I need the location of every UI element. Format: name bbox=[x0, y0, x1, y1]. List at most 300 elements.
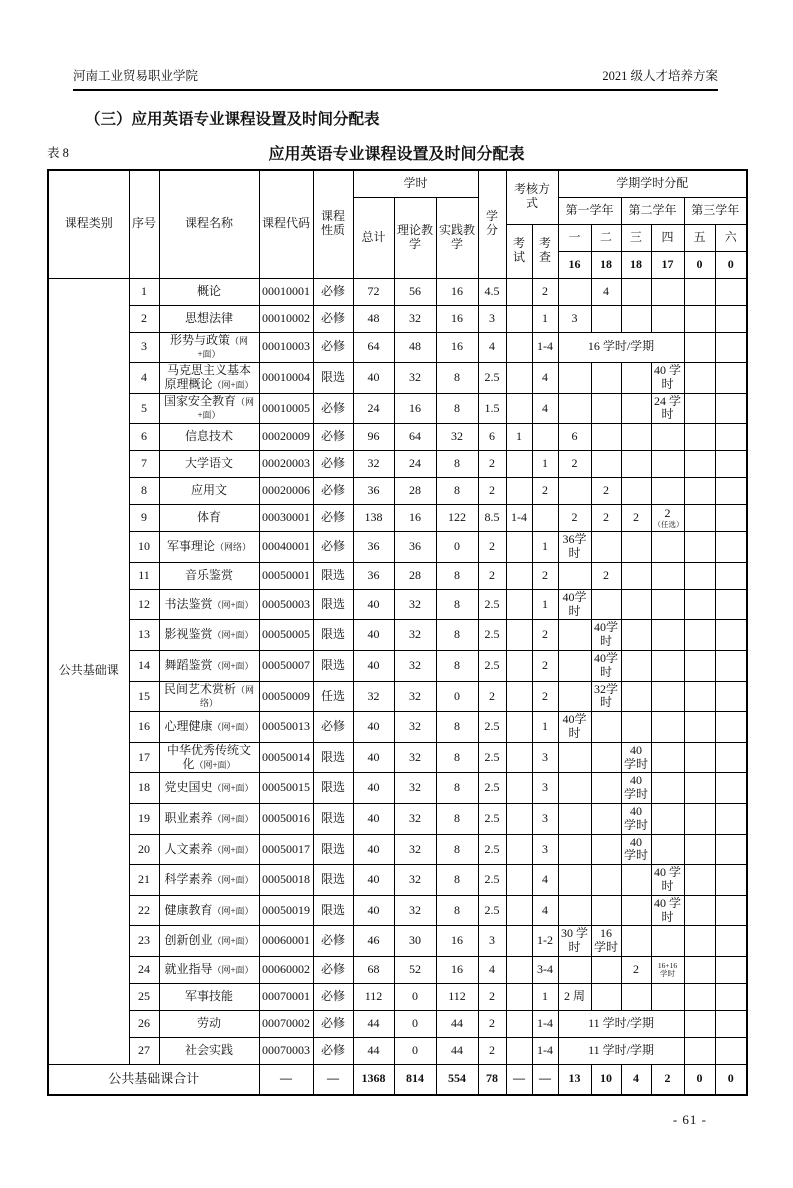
semester-hours-cell: 40 学时 bbox=[651, 865, 684, 896]
course-name-suffix: （网+面） bbox=[212, 875, 254, 886]
total-credit: 78 bbox=[478, 1065, 506, 1095]
header-sem-2: 二 bbox=[591, 224, 621, 251]
hours-practice: 8 bbox=[436, 562, 478, 589]
exam-semester bbox=[506, 363, 532, 394]
course-name bbox=[159, 773, 259, 804]
course-code: 00070003 bbox=[259, 1038, 313, 1065]
total-exam: — bbox=[506, 1065, 532, 1095]
credit: 4 bbox=[478, 332, 506, 363]
semester-hours-cell bbox=[558, 620, 591, 651]
check-semester: 1 bbox=[532, 305, 558, 332]
header-hours-practice: 实践教学 bbox=[436, 197, 478, 278]
course-name bbox=[159, 363, 259, 394]
course-no: 18 bbox=[129, 773, 159, 804]
course-nature: 必修 bbox=[313, 926, 353, 957]
course-nature: 限选 bbox=[313, 589, 353, 620]
semester-hours-cell bbox=[558, 865, 591, 896]
semester-hours-cell: 40 学时 bbox=[621, 773, 651, 804]
header-check: 考查 bbox=[532, 224, 558, 278]
header-exam: 考试 bbox=[506, 224, 532, 278]
course-name-text: 应用文 bbox=[190, 483, 227, 498]
hours-total: 40 bbox=[353, 865, 394, 896]
semester-hours-cell bbox=[684, 651, 715, 682]
header-weeks-1: 16 bbox=[558, 251, 591, 278]
semester-hours-cell bbox=[651, 773, 684, 804]
course-nature: 必修 bbox=[313, 332, 353, 363]
hours-theory: 32 bbox=[394, 620, 436, 651]
hours-theory: 32 bbox=[394, 865, 436, 896]
course-row bbox=[48, 681, 747, 712]
semester-hours-cell: 2 bbox=[591, 478, 621, 505]
total-practice: 554 bbox=[436, 1065, 478, 1095]
course-code: 00070002 bbox=[259, 1011, 313, 1038]
header-hours-total: 总计 bbox=[353, 197, 394, 278]
hours-practice: 8 bbox=[436, 712, 478, 743]
course-nature: 限选 bbox=[313, 865, 353, 896]
header-weeks-2: 18 bbox=[591, 251, 621, 278]
semester-hours-cell bbox=[715, 278, 747, 305]
semester-hours-cell bbox=[684, 478, 715, 505]
semester-hours-cell: 11 学时/学期 bbox=[558, 1011, 684, 1038]
semester-hours-cell bbox=[558, 363, 591, 394]
course-nature: 限选 bbox=[313, 363, 353, 394]
hours-practice: 122 bbox=[436, 505, 478, 532]
semester-hours-cell bbox=[651, 926, 684, 957]
course-code: 00050005 bbox=[259, 620, 313, 651]
semester-hours-cell bbox=[684, 834, 715, 865]
semester-hours-cell: 2 bbox=[621, 505, 651, 532]
semester-hours-cell bbox=[591, 895, 621, 926]
course-name bbox=[159, 589, 259, 620]
semester-hours-cell bbox=[651, 478, 684, 505]
course-nature: 必修 bbox=[313, 505, 353, 532]
credit: 2.5 bbox=[478, 895, 506, 926]
header-hours: 学时 bbox=[353, 170, 478, 197]
hours-theory: 32 bbox=[394, 804, 436, 835]
semester-hours-cell bbox=[715, 773, 747, 804]
total-sem-2: 10 bbox=[591, 1065, 621, 1095]
course-nature: 必修 bbox=[313, 1038, 353, 1065]
total-sem-1: 13 bbox=[558, 1065, 591, 1095]
course-name-text: 思想法律 bbox=[184, 310, 233, 325]
course-row bbox=[48, 865, 747, 896]
semester-hours-cell bbox=[591, 865, 621, 896]
course-name-text: 民间艺术赏析 bbox=[163, 681, 236, 696]
hours-total: 36 bbox=[353, 532, 394, 563]
semester-hours-cell bbox=[651, 451, 684, 478]
course-name bbox=[159, 562, 259, 589]
course-row bbox=[48, 562, 747, 589]
semester-hours-cell: 2 （任选） bbox=[651, 505, 684, 532]
semester-hours-cell bbox=[558, 562, 591, 589]
course-name bbox=[159, 505, 259, 532]
course-nature: 限选 bbox=[313, 773, 353, 804]
course-name-text: 科学素养 bbox=[164, 872, 213, 887]
course-nature: 限选 bbox=[313, 804, 353, 835]
hours-total: 32 bbox=[353, 451, 394, 478]
exam-semester bbox=[506, 651, 532, 682]
course-name-text: 舞蹈鉴赏 bbox=[164, 657, 213, 672]
table-title: 应用英语专业课程设置及时间分配表 bbox=[268, 146, 525, 163]
hours-total: 40 bbox=[353, 651, 394, 682]
exam-semester bbox=[506, 562, 532, 589]
course-row bbox=[48, 834, 747, 865]
course-code: 00050015 bbox=[259, 773, 313, 804]
semester-hours-cell bbox=[621, 393, 651, 424]
course-row bbox=[48, 278, 747, 305]
semester-hours-cell bbox=[651, 651, 684, 682]
semester-hours-cell bbox=[591, 532, 621, 563]
header-hours-theory: 理论教学 bbox=[394, 197, 436, 278]
course-name-suffix: （网+面） bbox=[212, 630, 254, 641]
hours-theory: 32 bbox=[394, 363, 436, 394]
total-sem-5: 0 bbox=[684, 1065, 715, 1095]
course-name-suffix: （网+面） bbox=[212, 722, 254, 733]
semester-hours-cell bbox=[651, 804, 684, 835]
header-sem-1: 一 bbox=[558, 224, 591, 251]
semester-hours-cell bbox=[591, 424, 621, 451]
exam-semester bbox=[506, 773, 532, 804]
credit: 2.5 bbox=[478, 363, 506, 394]
semester-hours-cell: 30 学时 bbox=[558, 926, 591, 957]
course-code: 00020006 bbox=[259, 478, 313, 505]
course-name bbox=[159, 305, 259, 332]
semester-hours-cell bbox=[715, 1038, 747, 1065]
semester-hours-cell: 40 学时 bbox=[621, 834, 651, 865]
course-no: 14 bbox=[129, 651, 159, 682]
hours-theory: 64 bbox=[394, 424, 436, 451]
header-course-nature: 课程性质 bbox=[313, 170, 353, 278]
course-row bbox=[48, 895, 747, 926]
course-name-text: 书法鉴赏 bbox=[164, 596, 213, 611]
course-code: 00050001 bbox=[259, 562, 313, 589]
check-semester: 4 bbox=[532, 393, 558, 424]
hours-theory: 56 bbox=[394, 278, 436, 305]
course-row bbox=[48, 424, 747, 451]
exam-semester bbox=[506, 305, 532, 332]
hours-total: 40 bbox=[353, 620, 394, 651]
course-row bbox=[48, 505, 747, 532]
header-year2: 第二学年 bbox=[621, 197, 684, 224]
semester-hours-cell bbox=[651, 984, 684, 1011]
course-no: 26 bbox=[129, 1011, 159, 1038]
course-code: 00050009 bbox=[259, 681, 313, 712]
course-code: 00030001 bbox=[259, 505, 313, 532]
hours-theory: 16 bbox=[394, 393, 436, 424]
hours-theory: 32 bbox=[394, 712, 436, 743]
exam-semester bbox=[506, 332, 532, 363]
course-name bbox=[159, 895, 259, 926]
course-code: 00050019 bbox=[259, 895, 313, 926]
semester-hours-cell bbox=[621, 305, 651, 332]
course-no: 16 bbox=[129, 712, 159, 743]
semester-hours-cell bbox=[621, 589, 651, 620]
semester-hours-cell bbox=[621, 712, 651, 743]
course-no: 5 bbox=[129, 393, 159, 424]
course-no: 11 bbox=[129, 562, 159, 589]
semester-hours-cell: 4 bbox=[591, 278, 621, 305]
semester-hours-cell bbox=[715, 926, 747, 957]
semester-hours-cell bbox=[684, 895, 715, 926]
semester-hours-cell bbox=[621, 363, 651, 394]
semester-hours-cell bbox=[621, 278, 651, 305]
course-name bbox=[159, 451, 259, 478]
course-name-text: 马克思主义基本原理概论 bbox=[164, 363, 251, 391]
course-code: 00010001 bbox=[259, 278, 313, 305]
hours-theory: 52 bbox=[394, 957, 436, 984]
semester-hours-cell: 2 bbox=[591, 505, 621, 532]
hours-total: 112 bbox=[353, 984, 394, 1011]
header-sem-6: 六 bbox=[715, 224, 747, 251]
exam-semester bbox=[506, 742, 532, 773]
header-weeks-4: 17 bbox=[651, 251, 684, 278]
semester-hours-cell bbox=[684, 562, 715, 589]
course-name bbox=[159, 278, 259, 305]
semester-hours-cell: 40 学时 bbox=[651, 363, 684, 394]
course-no: 1 bbox=[129, 278, 159, 305]
course-nature: 必修 bbox=[313, 451, 353, 478]
semester-hours-cell bbox=[558, 804, 591, 835]
semester-hours-cell bbox=[558, 681, 591, 712]
course-no: 17 bbox=[129, 742, 159, 773]
credit: 4 bbox=[478, 957, 506, 984]
course-name-suffix: （网络） bbox=[215, 542, 252, 553]
semester-hours-cell bbox=[621, 681, 651, 712]
semester-hours-cell bbox=[684, 742, 715, 773]
semester-hours-cell bbox=[715, 451, 747, 478]
course-name-suffix: （网+面） bbox=[212, 813, 254, 824]
hours-theory: 32 bbox=[394, 895, 436, 926]
check-semester: 1-4 bbox=[532, 1011, 558, 1038]
hours-theory: 24 bbox=[394, 451, 436, 478]
header-distribution: 学期学时分配 bbox=[558, 170, 747, 197]
exam-semester bbox=[506, 895, 532, 926]
course-code: 00050017 bbox=[259, 834, 313, 865]
course-nature: 限选 bbox=[313, 562, 353, 589]
semester-hours-cell: 40 学时 bbox=[621, 804, 651, 835]
course-name-text: 中华优秀传统文化 bbox=[166, 742, 251, 771]
semester-hours-cell bbox=[558, 742, 591, 773]
hours-total: 138 bbox=[353, 505, 394, 532]
semester-hours-cell bbox=[715, 984, 747, 1011]
course-nature: 必修 bbox=[313, 712, 353, 743]
course-row bbox=[48, 532, 747, 563]
credit: 8.5 bbox=[478, 505, 506, 532]
header-credit: 学分 bbox=[478, 170, 506, 278]
header-weeks-3: 18 bbox=[621, 251, 651, 278]
hours-total: 36 bbox=[353, 562, 394, 589]
header-plan-name: 2021 级人才培养方案 bbox=[602, 69, 718, 83]
hours-total: 32 bbox=[353, 681, 394, 712]
semester-hours-cell: 24 学时 bbox=[651, 393, 684, 424]
hours-total: 40 bbox=[353, 742, 394, 773]
semester-hours-cell bbox=[684, 712, 715, 743]
course-no: 8 bbox=[129, 478, 159, 505]
course-nature: 必修 bbox=[313, 532, 353, 563]
course-row bbox=[48, 478, 747, 505]
course-no: 6 bbox=[129, 424, 159, 451]
hours-practice: 8 bbox=[436, 589, 478, 620]
credit: 2 bbox=[478, 562, 506, 589]
semester-hours-cell bbox=[651, 589, 684, 620]
hours-practice: 16 bbox=[436, 332, 478, 363]
exam-semester bbox=[506, 278, 532, 305]
course-name-suffix: （网+面） bbox=[212, 783, 254, 794]
course-code: 00050014 bbox=[259, 742, 313, 773]
semester-hours-cell bbox=[715, 562, 747, 589]
credit: 2 bbox=[478, 451, 506, 478]
semester-hours-cell bbox=[684, 681, 715, 712]
exam-semester bbox=[506, 532, 532, 563]
hours-theory: 32 bbox=[394, 773, 436, 804]
semester-hours-cell bbox=[651, 424, 684, 451]
course-nature: 必修 bbox=[313, 393, 353, 424]
course-nature: 必修 bbox=[313, 1011, 353, 1038]
semester-hours-cell bbox=[715, 895, 747, 926]
hours-practice: 8 bbox=[436, 804, 478, 835]
credit: 4.5 bbox=[478, 278, 506, 305]
course-name-text: 职业素养 bbox=[164, 810, 213, 825]
course-nature: 必修 bbox=[313, 478, 353, 505]
course-row bbox=[48, 957, 747, 984]
semester-hours-cell bbox=[715, 620, 747, 651]
course-no: 24 bbox=[129, 957, 159, 984]
course-name bbox=[159, 712, 259, 743]
course-name-text: 概论 bbox=[196, 283, 221, 298]
hours-total: 40 bbox=[353, 804, 394, 835]
semester-hours-cell: 16+16 学时 bbox=[651, 957, 684, 984]
hours-total: 72 bbox=[353, 278, 394, 305]
total-label: 公共基础课合计 bbox=[48, 1065, 259, 1095]
course-name-text: 社会实践 bbox=[184, 1043, 233, 1058]
check-semester: 1 bbox=[532, 589, 558, 620]
course-name bbox=[159, 926, 259, 957]
semester-hours-cell: 40 学时 bbox=[621, 742, 651, 773]
total-code: — bbox=[259, 1065, 313, 1095]
hours-total: 40 bbox=[353, 712, 394, 743]
check-semester: 2 bbox=[532, 278, 558, 305]
course-name-suffix: （网+面） bbox=[197, 335, 249, 360]
semester-hours-cell bbox=[558, 393, 591, 424]
semester-hours-cell bbox=[558, 278, 591, 305]
semester-hours-cell bbox=[621, 532, 651, 563]
exam-semester bbox=[506, 393, 532, 424]
semester-hours-cell: 2 bbox=[591, 562, 621, 589]
exam-semester bbox=[506, 712, 532, 743]
hours-practice: 112 bbox=[436, 984, 478, 1011]
header-year1: 第一学年 bbox=[558, 197, 621, 224]
course-name bbox=[159, 865, 259, 896]
hours-practice: 32 bbox=[436, 424, 478, 451]
hours-practice: 16 bbox=[436, 957, 478, 984]
semester-hours-cell: 40学时 bbox=[558, 589, 591, 620]
semester-hours-cell bbox=[558, 895, 591, 926]
course-name-text: 国家安全教育 bbox=[163, 393, 236, 408]
semester-hours-cell bbox=[621, 651, 651, 682]
semester-hours-cell bbox=[591, 773, 621, 804]
semester-hours-cell bbox=[715, 651, 747, 682]
exam-semester bbox=[506, 957, 532, 984]
hours-practice: 44 bbox=[436, 1011, 478, 1038]
semester-hours-cell bbox=[684, 984, 715, 1011]
course-nature: 必修 bbox=[313, 424, 353, 451]
total-theory: 814 bbox=[394, 1065, 436, 1095]
section-title: （三）应用英语专业课程设置及时间分配表 bbox=[85, 111, 380, 128]
hours-practice: 8 bbox=[436, 363, 478, 394]
exam-semester bbox=[506, 451, 532, 478]
credit: 2.5 bbox=[478, 651, 506, 682]
exam-semester: 1-4 bbox=[506, 505, 532, 532]
header-sem-3: 三 bbox=[621, 224, 651, 251]
course-no: 12 bbox=[129, 589, 159, 620]
course-name bbox=[159, 620, 259, 651]
hours-theory: 32 bbox=[394, 305, 436, 332]
hours-total: 40 bbox=[353, 834, 394, 865]
semester-hours-cell bbox=[651, 620, 684, 651]
semester-hours-cell bbox=[621, 620, 651, 651]
course-name bbox=[159, 681, 259, 712]
semester-hours-cell: 2 bbox=[558, 451, 591, 478]
semester-hours-cell bbox=[558, 834, 591, 865]
course-no: 15 bbox=[129, 681, 159, 712]
check-semester: 1-2 bbox=[532, 926, 558, 957]
course-row bbox=[48, 451, 747, 478]
course-name-suffix: （网络） bbox=[199, 684, 255, 709]
semester-hours-cell bbox=[715, 532, 747, 563]
course-name bbox=[159, 742, 259, 773]
running-header bbox=[73, 66, 718, 91]
semester-hours-cell bbox=[651, 532, 684, 563]
course-no: 13 bbox=[129, 620, 159, 651]
total-row bbox=[48, 1065, 747, 1095]
credit: 2.5 bbox=[478, 620, 506, 651]
exam-semester bbox=[506, 926, 532, 957]
course-name bbox=[159, 834, 259, 865]
semester-hours-cell bbox=[591, 712, 621, 743]
course-code: 00050018 bbox=[259, 865, 313, 896]
hours-theory: 0 bbox=[394, 1038, 436, 1065]
course-no: 4 bbox=[129, 363, 159, 394]
hours-total: 44 bbox=[353, 1038, 394, 1065]
course-name-text: 体育 bbox=[196, 510, 221, 525]
credit: 2 bbox=[478, 478, 506, 505]
page-number: - 61 - bbox=[672, 1111, 707, 1127]
hours-practice: 16 bbox=[436, 305, 478, 332]
semester-hours-cell bbox=[684, 620, 715, 651]
header-weeks-5: 0 bbox=[684, 251, 715, 278]
course-row bbox=[48, 651, 747, 682]
course-name bbox=[159, 424, 259, 451]
semester-hours-cell bbox=[715, 332, 747, 363]
course-name bbox=[159, 804, 259, 835]
course-name bbox=[159, 651, 259, 682]
total-hours: 1368 bbox=[353, 1065, 394, 1095]
header-category: 课程类别 bbox=[48, 170, 129, 278]
course-name-suffix: （网+面） bbox=[212, 379, 254, 390]
semester-hours-cell: 40 学时 bbox=[651, 895, 684, 926]
header-sem-4: 四 bbox=[651, 224, 684, 251]
semester-hours-cell bbox=[651, 834, 684, 865]
check-semester bbox=[532, 505, 558, 532]
semester-hours-cell bbox=[591, 589, 621, 620]
semester-hours-cell bbox=[715, 804, 747, 835]
semester-hours-cell bbox=[715, 589, 747, 620]
credit: 2.5 bbox=[478, 589, 506, 620]
semester-hours-cell bbox=[715, 865, 747, 896]
course-name-suffix: （网+面） bbox=[212, 660, 254, 671]
exam-semester bbox=[506, 681, 532, 712]
hours-total: 40 bbox=[353, 773, 394, 804]
